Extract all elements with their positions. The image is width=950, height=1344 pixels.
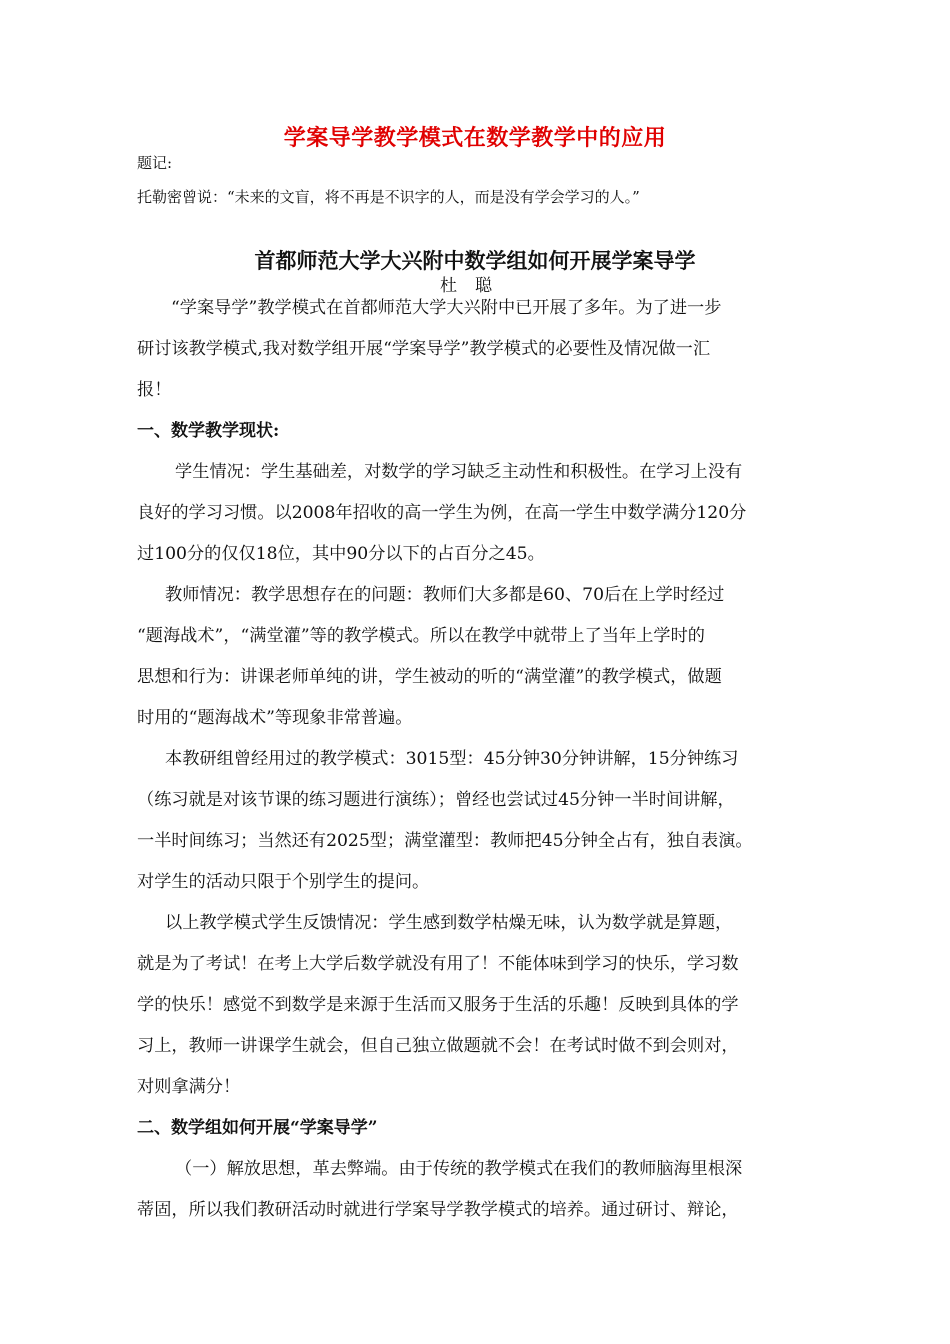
paragraph-line: 一半时间练习；当然还有2025型；满堂灌型：教师把45分钟全占有，独自表演。 (137, 831, 753, 851)
epigraph-label: 题记: (137, 154, 173, 172)
paragraph-line: 对则拿满分！ (137, 1077, 241, 1097)
paragraph-line: 学的快乐！感觉不到数学是来源于生活而又服务于生活的乐趣！反映到具体的学 (137, 995, 739, 1015)
paragraph-line: 良好的学习习惯。以2008年招收的高一学生为例，在高一学生中数学满分120分 (137, 503, 747, 523)
paragraph-line: 研讨该教学模式,我对数学组开展“学案导学”教学模式的必要性及情况做一汇 (137, 339, 711, 359)
paragraph-line: 对学生的活动只限于个别学生的提问。 (137, 872, 430, 892)
paragraph-line: 报！ (137, 380, 172, 400)
paragraph-line: 思想和行为：讲课老师单纯的讲，学生被动的听的“满堂灌”的教学模式，做题 (137, 667, 722, 687)
section-heading-1: 一、数学教学现状: (137, 421, 280, 441)
article-title: 首都师范大学大兴附中数学组如何开展学案导学 (254, 248, 696, 273)
paragraph-line: 过100分的仅仅18位，其中90分以下的占百分之45。 (137, 544, 545, 564)
paragraph-line: 本教研组曾经用过的教学模式：3015型：45分钟30分钟讲解，15分钟练习 (165, 749, 739, 769)
paragraph-line: “题海战术”，“满堂灌”等的教学模式。所以在教学中就带上了当年上学时的 (137, 626, 705, 646)
main-title: 学案导学教学模式在数学教学中的应用 (283, 125, 667, 151)
article-body (137, 288, 817, 1231)
paragraph-line: （一）解放思想，革去弊端。由于传统的教学模式在我们的教师脑海里根深 (175, 1159, 743, 1179)
section-heading-2: 二、数学组如何开展“学案导学” (137, 1118, 378, 1138)
paragraph-line: （练习就是对该节课的练习题进行演练）；曾经也尝试过45分钟一半时间讲解， (137, 790, 735, 810)
paragraph-line: 习上，教师一讲课学生就会，但自己独立做题就不会！在考试时做不到会则对， (137, 1036, 739, 1056)
author-name: 杜聪 (440, 276, 510, 296)
paragraph-line: 时用的“题海战术”等现象非常普遍。 (137, 708, 413, 728)
paragraph-line: 蒂固，所以我们教研活动时就进行学案导学教学模式的培养。通过研讨、辩论， (137, 1200, 739, 1220)
paragraph-line: 就是为了考试！在考上大学后数学就没有用了！不能体味到学习的快乐，学习数 (137, 954, 739, 974)
paragraph-line: 教师情况：教学思想存在的问题：教师们大多都是60、70后在上学时经过 (165, 585, 725, 605)
epigraph-quote: 托勒密曾说：“未来的文盲，将不再是不识字的人，而是没有学会学习的人。” (137, 188, 640, 206)
paragraph-line: 学生情况：学生基础差，对数学的学习缺乏主动性和积极性。在学习上没有 (175, 462, 743, 482)
paragraph-line: 以上教学模式学生反馈情况：学生感到数学枯燥无味，认为数学就是算题， (165, 913, 733, 933)
paragraph-line: “学案导学”教学模式在首都师范大学大兴附中已开展了多年。为了进一步 (171, 298, 722, 318)
